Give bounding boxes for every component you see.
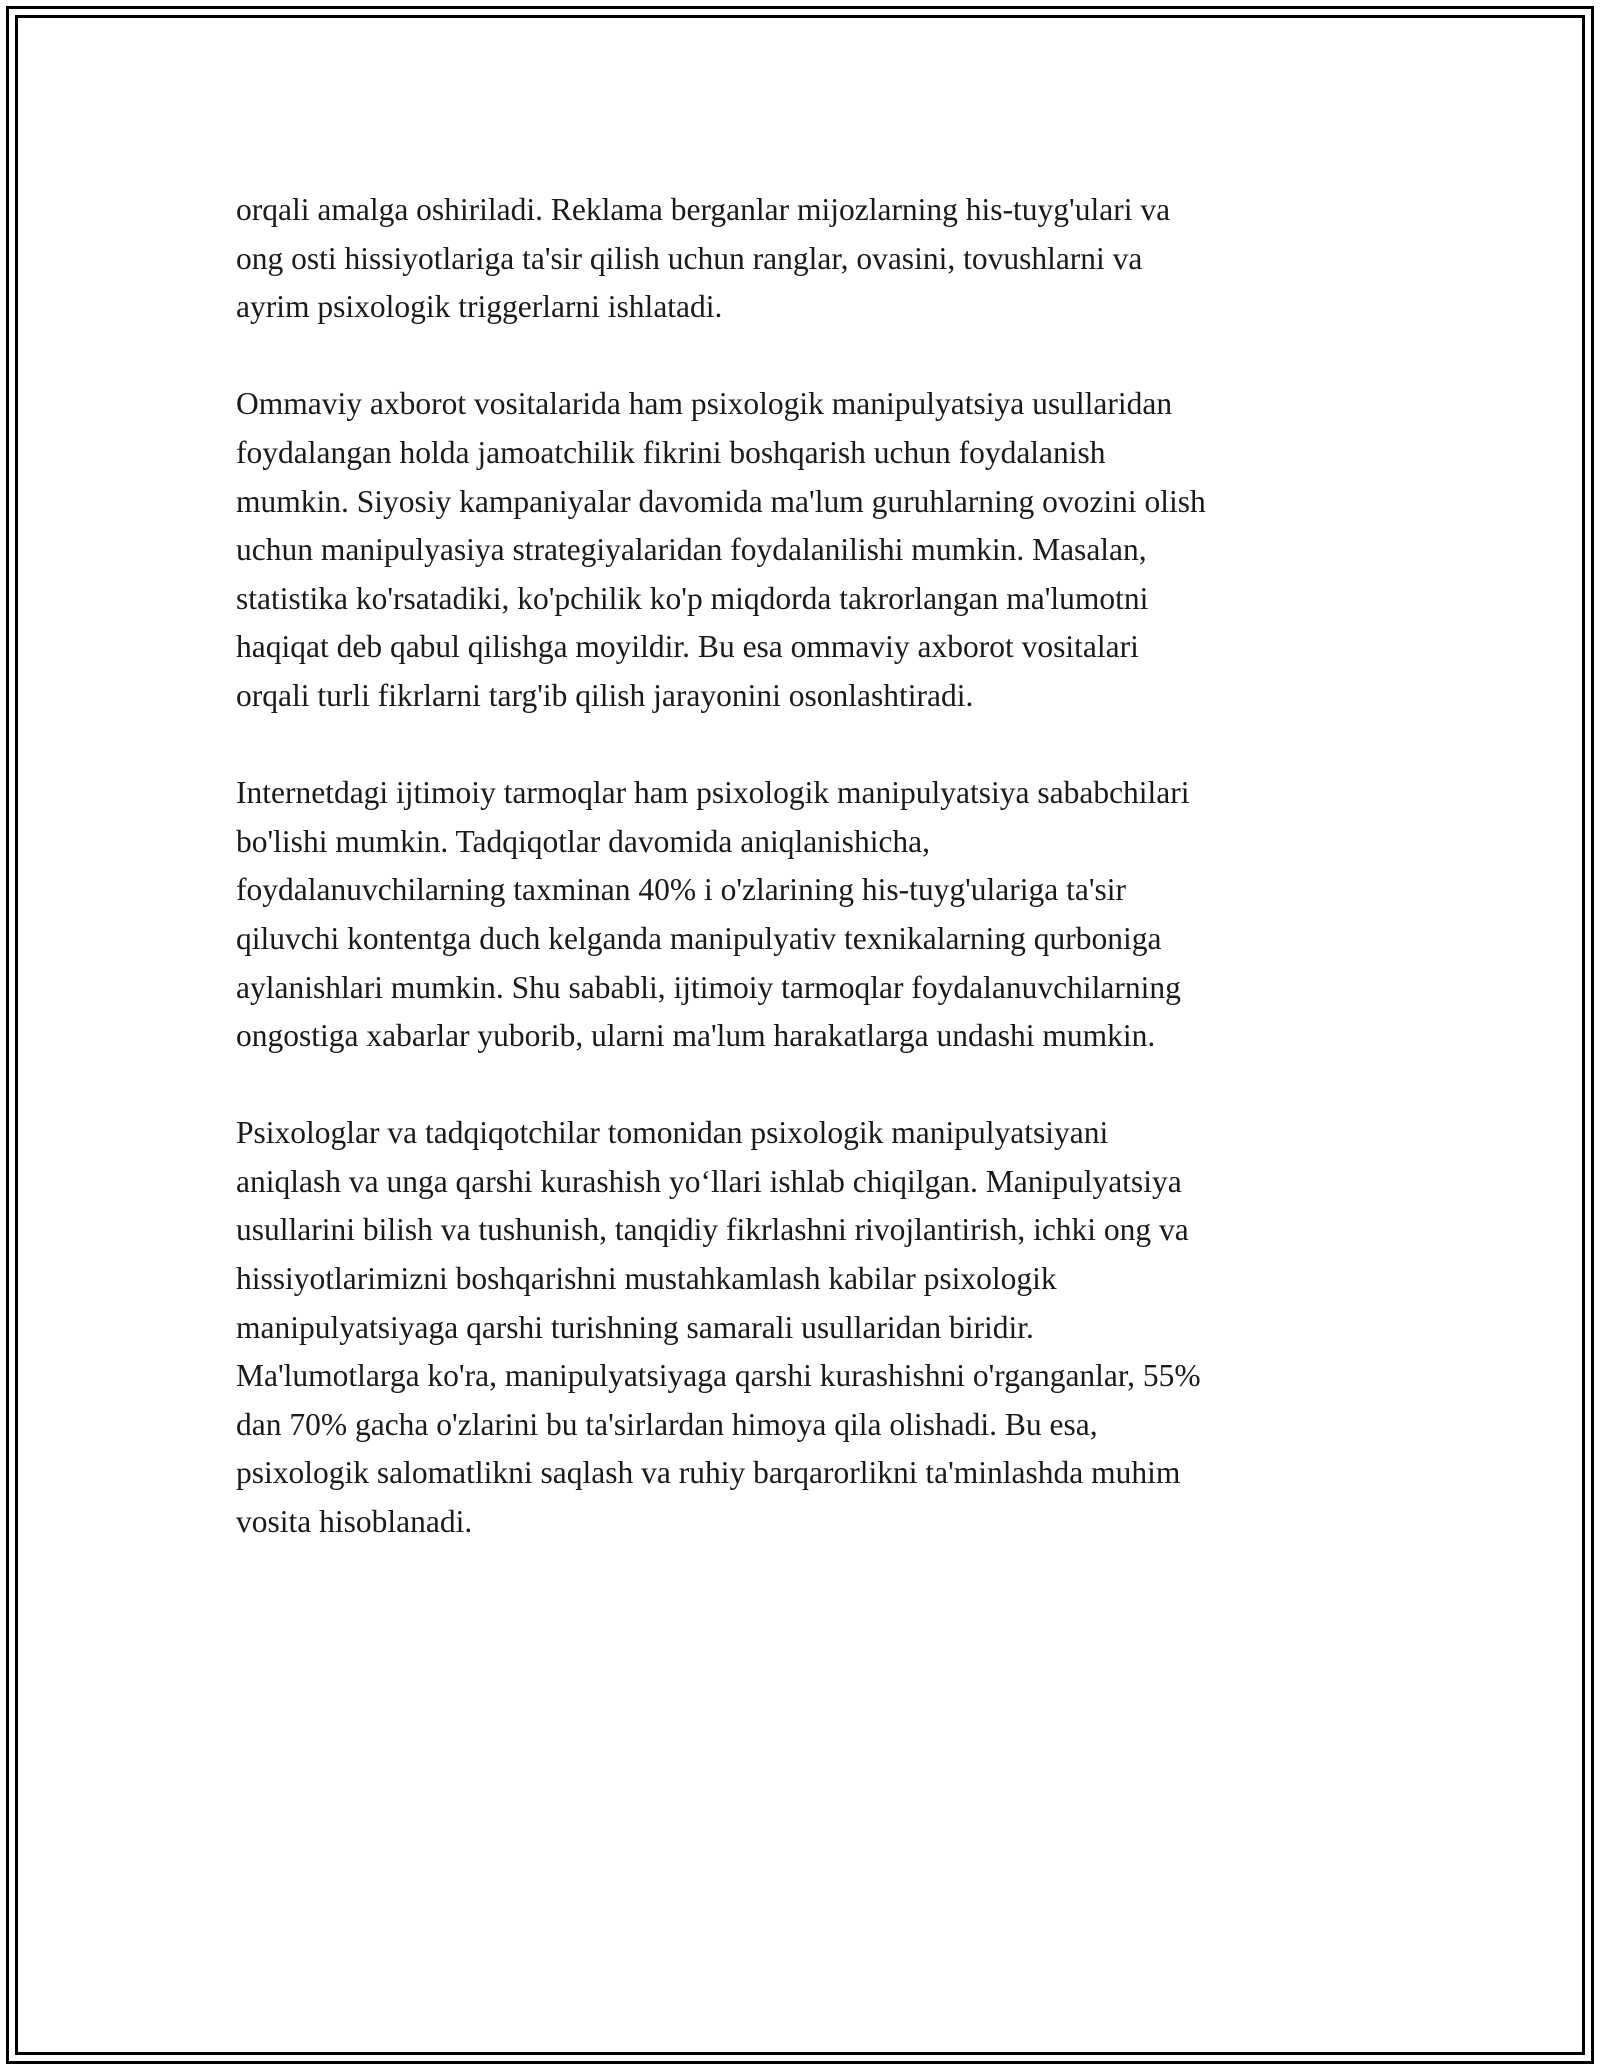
paragraph-countermeasures: Psixologlar va tadqiqotchilar tomonidan psixologik manipulyatsiyani aniqlash va unga qarshi kurashish yo‘llari ishlab chiqilgan. Manipulyatsiya usullarini bilish va tushunish, tanqidiy fikrlashni rivojlantirish, ichki ong va hissiyotlarimizni boshqarishni mustahkamlash kabilar psixologik manipulyatsiyaga qarshi turishning samarali usullaridan biridir. Ma'lumotlarga ko'ra, manipulyatsiyaga qarshi kurashishni o'rganganlar, 55% dan 70% gacha o'zlarini bu ta'sirlardan himoya qila olishadi. Bu esa, psixologik salomatlikni saqlash va ruhiy barqarorlikni ta'minlashda muhim vosita hisoblanadi. xyxy=(236,1115,1201,1540)
paragraph-advertising: orqali amalga oshiriladi. Reklama berganlar mijozlarning his-tuyg'ulari va ong osti hissiyotlariga ta'sir qilish uchun ranglar, ovasini, tovushlarni va ayrim psixologik triggerlarni ishlatadi. xyxy=(236,192,1171,325)
paragraph-social-networks: Internetdagi ijtimoiy tarmoqlar ham psixologik manipulyatsiya sababchilari bo'lishi mumkin. Tadqiqotlar davomida aniqlanishicha, foydalanuvchilarning taxminan 40% i o'zlarining his-tuyg'ulariga ta'sir qiluvchi kontentga duch kelganda manipulyativ texnikalarning qurboniga aylanishlari mumkin. Shu sababli, ijtimoiy tarmoqlar foydalanuvchilarning ongostiga xabarlar yuborib, ularni ma'lum harakatlarga undashi mumkin. xyxy=(236,775,1190,1054)
paragraph-mass-media: Ommaviy axborot vositalarida ham psixologik manipulyatsiya usullaridan foydalangan holda jamoatchilik fikrini boshqarish uchun foydalanish mumkin. Siyosiy kampaniyalar davomida ma'lum guruhlarning ovozini olish uchun manipulyasiya strategiyalaridan foydalanilishi mumkin. Masalan, statistika ko'rsatadiki, ko'pchilik ko'p miqdorda takrorlangan ma'lumotni haqiqat deb qabul qilishga moyildir. Bu esa ommaviy axborot vositalari orqali turli fikrlarni targ'ib qilish jarayonini osonlashtiradi. xyxy=(236,386,1206,713)
document-body xyxy=(236,186,1396,1595)
